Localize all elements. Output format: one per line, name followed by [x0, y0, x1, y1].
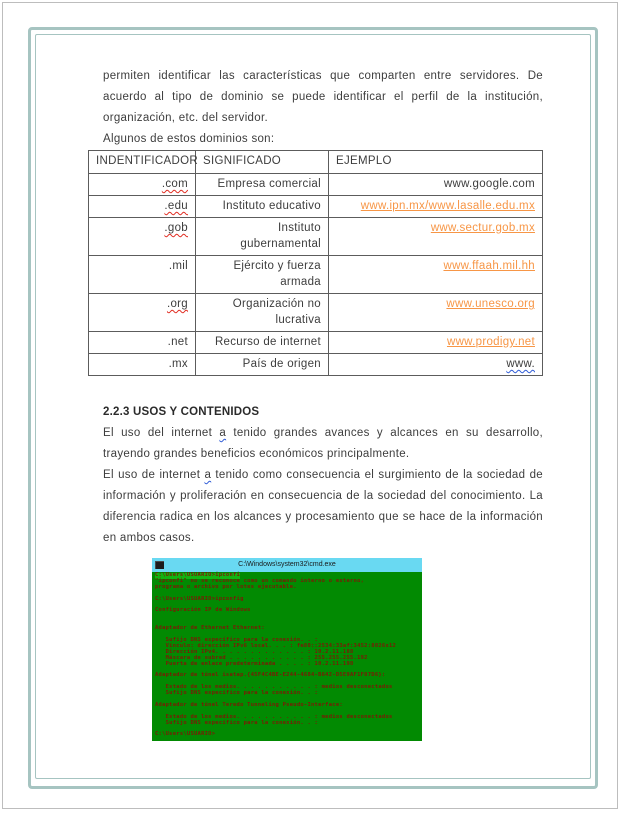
grammar-flagged-word: a [204, 469, 212, 481]
usage-paragraph-1 [103, 423, 543, 465]
cmd-icon [155, 561, 164, 569]
example-hyperlink[interactable]: www.unesco.org [446, 298, 535, 310]
domain-meaning-cell: Ejército y fuerza armada [196, 256, 329, 294]
column-header-indentificador: INDENTIFICADOR [89, 151, 196, 174]
domain-identifier-cell: .mx [89, 354, 196, 376]
intro-paragraph: permiten identificar las características que comparten entre servidores. De acuerdo al tipo de dominio se puede identificar el perfil de la institución, organización, etc. del servidor. [103, 70, 543, 124]
domain-meaning-cell: País de origen [196, 354, 329, 376]
cmd-line: Adaptador de túnel Teredo Tunneling Pseudo-Interface: [155, 701, 343, 708]
domain-meaning-cell: Instituto gubernamental [196, 218, 329, 256]
domain-example-cell [329, 218, 543, 256]
example-hyperlink[interactable]: www.ffaah.mil.hh [443, 260, 535, 272]
cmd-line: Adaptador de túnel isatap.{45F4C4BE-E244-4684-B642-D5E9AF1F07D6}: [155, 672, 386, 679]
paragraph-text: El uso de internet [103, 469, 205, 481]
domain-identifier-cell: .net [89, 332, 196, 354]
table-row [89, 218, 543, 256]
domain-example-cell [329, 332, 543, 354]
grammar-flagged-text: www. [506, 358, 535, 370]
cmd-line: Sufijo DNS específico para la conexión. . : [155, 690, 319, 697]
domain-example-cell [329, 196, 543, 218]
cmd-line: Dirección IPv4. . . . . . . . . . . . . : 10.2.11.188 [155, 648, 354, 655]
misspelled-domain: .edu [164, 200, 188, 212]
cmd-line: "ipconfi" no se reconoce como un comando interno o externo, [155, 577, 365, 584]
cmd-line: Configuración IP de Windows [155, 607, 251, 614]
domain-meaning-cell: Instituto educativo [196, 196, 329, 218]
cmd-line: Sufijo DNS específico para la conexión. . : [155, 636, 319, 643]
example-hyperlink[interactable]: www.prodigy.net [446, 336, 535, 348]
domain-meaning-cell: Recurso de internet [196, 332, 329, 354]
domain-identifier-cell [89, 294, 196, 332]
domain-meaning-cell: Empresa comercial [196, 174, 329, 196]
cmd-line: Vínculo: dirección IPv6 local. . . : fe80::2534:33af:3452:8026x12 [155, 642, 397, 649]
domain-example-cell [329, 294, 543, 332]
section-heading: 2.2.3 USOS Y CONTENIDOS [103, 406, 260, 418]
domain-example-cell [329, 256, 543, 294]
cmd-line: Puerta de enlace predeterminada . . . . : 10.2.11.190 [155, 660, 354, 667]
page-content [96, 66, 543, 741]
table-row [89, 256, 543, 294]
domain-identifier-cell: .mil [89, 256, 196, 294]
domain-identifier-cell [89, 218, 196, 256]
domain-identifier-cell [89, 174, 196, 196]
cmd-line: Sufijo DNS específico para la conexión. . : [155, 719, 319, 726]
cmd-line: C:\Users\USUARIO> [155, 731, 216, 738]
misspelled-domain: .org [166, 298, 188, 310]
paragraph-text: tenido grandes avances y alcances en su desarrollo, trayendo grandes beneficios económicos principalmente. [103, 427, 543, 460]
usage-paragraph-2 [103, 465, 543, 549]
cmd-line: programa o archivo por lotes ejecutable. [155, 583, 297, 590]
example-hyperlink[interactable]: www.sectur.gob.mx [430, 222, 535, 234]
table-row [89, 174, 543, 196]
domain-identifier-cell [89, 196, 196, 218]
cmd-line: Máscara de subred . . . . . . . . . . . : 255.255.255.192 [155, 654, 368, 661]
example-hyperlink[interactable]: www.ipn.mx/www.lasalle.edu.mx [360, 200, 535, 212]
misspelled-domain: .gob [164, 222, 188, 234]
column-header-ejemplo: EJEMPLO [329, 151, 543, 174]
table-row [89, 332, 543, 354]
table-row [89, 354, 543, 376]
domain-example-cell: www.google.com [329, 174, 543, 196]
table-row [89, 294, 543, 332]
paragraph-text: tenido como consecuencia el surgimiento de la sociedad de información y proliferación en consecuencia de la sociedad del conocimiento. La diferencia radica en los alcances y procesamiento que se hace de la información en ambos casos. [103, 469, 543, 544]
cmd-line: C:\Users\USUARIO>ipconfi [155, 572, 241, 578]
cmd-screenshot[interactable] [152, 558, 422, 741]
domain-table [88, 150, 543, 376]
domain-example-cell [329, 354, 543, 376]
cmd-line: Estado de los medios. . . . . . . . . . . : medios desconectados [155, 713, 393, 720]
cmd-window-title: C:\Windows\system32\cmd.exe [238, 561, 336, 568]
cmd-console-body [152, 572, 422, 741]
domains-lead-paragraph: Algunos de estos dominios son: [103, 133, 275, 145]
cmd-line: C:\Users\USUARIO>ipconfig [155, 595, 244, 602]
table-row [89, 196, 543, 218]
cmd-line: Estado de los medios. . . . . . . . . . . : medios desconectados [155, 684, 393, 691]
paragraph-text: El uso del internet [103, 427, 220, 439]
domain-meaning-cell: Organización no lucrativa [196, 294, 329, 332]
column-header-significado: SIGNIFICADO [196, 151, 329, 174]
grammar-flagged-word: a [219, 427, 227, 439]
misspelled-domain: .com [161, 178, 188, 190]
table-header-row [89, 151, 543, 174]
cmd-titlebar [152, 558, 422, 572]
cmd-line: Adaptador de Ethernet Ethernet: [155, 625, 265, 632]
